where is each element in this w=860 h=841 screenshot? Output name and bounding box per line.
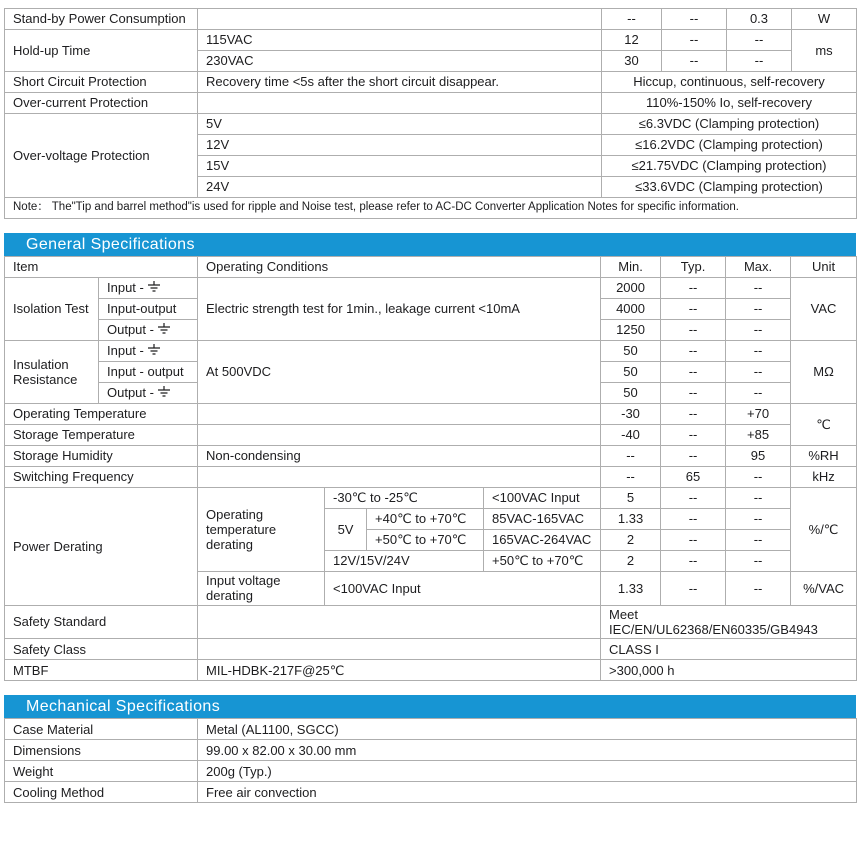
typ-cell: --	[661, 341, 726, 362]
typ-cell: --	[661, 488, 726, 509]
typ-cell: --	[661, 446, 726, 467]
table-row	[5, 278, 857, 299]
table-row	[5, 72, 857, 93]
table-row	[5, 761, 857, 782]
typ-cell: --	[661, 530, 726, 551]
min-cell: --	[601, 446, 661, 467]
row-label: Stand-by Power Consumption	[5, 9, 198, 30]
row-label: Weight	[5, 761, 198, 782]
table-row	[5, 404, 857, 425]
condition-cell: +50℃ to +70℃	[484, 551, 601, 572]
row-label: Over-voltage Protection	[5, 114, 198, 198]
col-header-max: Max.	[726, 257, 791, 278]
row-label: Dimensions	[5, 740, 198, 761]
typ-cell: --	[661, 404, 726, 425]
sub-label	[99, 383, 198, 404]
value-cell: Metal (AL1100, SGCC)	[198, 719, 857, 740]
value-cell: Hiccup, continuous, self-recovery	[602, 72, 857, 93]
note-cell: Note： The"Tip and barrel method"is used for ripple and Noise test, please refer to AC-DC Converter Application Notes for specific information.	[5, 198, 857, 219]
sub-label: Input - output	[99, 362, 198, 383]
min-cell: 2000	[601, 278, 661, 299]
typ-cell: --	[662, 30, 727, 51]
condition-cell	[198, 605, 601, 639]
condition-cell: 12V	[198, 135, 602, 156]
condition-cell: 15V	[198, 156, 602, 177]
section-header-mechanical	[4, 695, 856, 718]
sub-label: Input-output	[99, 299, 198, 320]
min-cell: 2	[601, 530, 661, 551]
condition-cell: <100VAC Input	[484, 488, 601, 509]
earth-ground-icon	[147, 281, 161, 293]
value-cell: ≤16.2VDC (Clamping protection)	[602, 135, 857, 156]
header-row	[5, 257, 857, 278]
section-title: General Specifications	[26, 235, 195, 253]
condition-cell: 12V/15V/24V	[325, 551, 484, 572]
table-row	[5, 782, 857, 803]
table-row	[5, 198, 857, 219]
sub-label-text: Input -	[107, 343, 144, 359]
sub-label-text: Input -	[107, 280, 144, 296]
row-label: Switching Frequency	[5, 467, 198, 488]
table-row	[5, 740, 857, 761]
row-label: Cooling Method	[5, 782, 198, 803]
electrical-spec-table	[4, 8, 857, 219]
unit-cell: %/℃	[791, 488, 857, 572]
table-row	[5, 488, 857, 509]
row-label: Hold-up Time	[5, 30, 198, 72]
max-cell: --	[726, 488, 791, 509]
voltage-cell: 5V	[325, 509, 367, 551]
row-label: Safety Standard	[5, 605, 198, 639]
value-cell: ≤6.3VDC (Clamping protection)	[602, 114, 857, 135]
unit-cell: MΩ	[791, 341, 857, 404]
value-cell: ≤21.75VDC (Clamping protection)	[602, 156, 857, 177]
col-header-typ: Typ.	[661, 257, 726, 278]
value-cell: Meet IEC/EN/UL62368/EN60335/GB4943	[601, 605, 857, 639]
min-cell: 12	[602, 30, 662, 51]
table-row	[5, 605, 857, 639]
condition-cell: Non-condensing	[198, 446, 601, 467]
condition-cell: -30℃ to -25℃	[325, 488, 484, 509]
max-cell: --	[726, 341, 791, 362]
table-row	[5, 114, 857, 135]
max-cell: --	[726, 509, 791, 530]
row-label: Power Derating	[5, 488, 198, 606]
min-cell: 50	[601, 341, 661, 362]
col-header-unit: Unit	[791, 257, 857, 278]
max-cell: 95	[726, 446, 791, 467]
value-cell: CLASS I	[601, 639, 857, 660]
value-cell: >300,000 h	[601, 660, 857, 681]
col-header-item: Item	[5, 257, 198, 278]
max-cell: --	[726, 320, 791, 341]
max-cell: --	[726, 551, 791, 572]
unit-cell: kHz	[791, 467, 857, 488]
max-cell: --	[726, 572, 791, 606]
max-cell: --	[726, 467, 791, 488]
sub-label	[99, 341, 198, 362]
condition-cell	[198, 425, 601, 446]
value-cell: Free air convection	[198, 782, 857, 803]
typ-cell: --	[661, 572, 726, 606]
max-cell: --	[727, 30, 792, 51]
condition-cell	[198, 9, 602, 30]
table-row	[5, 341, 857, 362]
sub-label: Input voltage derating	[198, 572, 325, 606]
earth-ground-icon	[157, 386, 171, 398]
sub-label: Operating temperature derating	[198, 488, 325, 572]
condition-cell: <100VAC Input	[325, 572, 601, 606]
min-cell: --	[601, 467, 661, 488]
row-label: Operating Temperature	[5, 404, 198, 425]
typ-cell: 65	[661, 467, 726, 488]
value-cell: ≤33.6VDC (Clamping protection)	[602, 177, 857, 198]
typ-cell: --	[661, 320, 726, 341]
min-cell: 5	[601, 488, 661, 509]
value-cell: 110%-150% Io, self-recovery	[602, 93, 857, 114]
table-row	[5, 425, 857, 446]
table-row	[5, 639, 857, 660]
mechanical-spec-table	[4, 718, 857, 803]
row-label: Isolation Test	[5, 278, 99, 341]
section-title: Mechanical Specifications	[26, 697, 221, 715]
max-cell: +70	[726, 404, 791, 425]
typ-cell: --	[661, 551, 726, 572]
table-row	[5, 660, 857, 681]
condition-cell	[198, 467, 601, 488]
condition-cell	[198, 93, 602, 114]
table-row	[5, 446, 857, 467]
unit-cell: W	[792, 9, 857, 30]
sub-label-text: Output -	[107, 322, 154, 338]
condition-cell	[198, 639, 601, 660]
sub-label-text: Output -	[107, 385, 154, 401]
max-cell: 0.3	[727, 9, 792, 30]
condition-cell: At 500VDC	[198, 341, 601, 404]
condition-cell: Electric strength test for 1min., leakage current <10mA	[198, 278, 601, 341]
condition-cell: 24V	[198, 177, 602, 198]
row-label: MTBF	[5, 660, 198, 681]
typ-cell: --	[661, 299, 726, 320]
condition-cell: 115VAC	[198, 30, 602, 51]
typ-cell: --	[661, 425, 726, 446]
condition-cell: 85VAC-165VAC	[484, 509, 601, 530]
table-row	[5, 719, 857, 740]
row-label: Insulation Resistance	[5, 341, 99, 404]
condition-cell: MIL-HDBK-217F@25℃	[198, 660, 601, 681]
condition-cell: +50℃ to +70℃	[367, 530, 484, 551]
table-row	[5, 467, 857, 488]
condition-cell: 230VAC	[198, 51, 602, 72]
typ-cell: --	[661, 362, 726, 383]
table-row	[5, 93, 857, 114]
unit-cell: %RH	[791, 446, 857, 467]
row-label: Over-current Protection	[5, 93, 198, 114]
row-label: Storage Temperature	[5, 425, 198, 446]
section-header-general	[4, 233, 856, 256]
typ-cell: --	[662, 51, 727, 72]
unit-cell: VAC	[791, 278, 857, 341]
min-cell: -40	[601, 425, 661, 446]
max-cell: --	[726, 362, 791, 383]
max-cell: --	[726, 278, 791, 299]
min-cell: 30	[602, 51, 662, 72]
col-header-min: Min.	[601, 257, 661, 278]
typ-cell: --	[661, 383, 726, 404]
min-cell: 50	[601, 383, 661, 404]
condition-cell: 5V	[198, 114, 602, 135]
max-cell: +85	[726, 425, 791, 446]
sub-label	[99, 278, 198, 299]
row-label: Short Circuit Protection	[5, 72, 198, 93]
condition-cell: 165VAC-264VAC	[484, 530, 601, 551]
typ-cell: --	[661, 278, 726, 299]
row-label: Case Material	[5, 719, 198, 740]
general-spec-table	[4, 256, 857, 681]
max-cell: --	[726, 530, 791, 551]
typ-cell: --	[661, 509, 726, 530]
min-cell: --	[602, 9, 662, 30]
earth-ground-icon	[147, 344, 161, 356]
min-cell: 1.33	[601, 509, 661, 530]
min-cell: 4000	[601, 299, 661, 320]
unit-cell: %/VAC	[791, 572, 857, 606]
table-row	[5, 30, 857, 51]
earth-ground-icon	[157, 323, 171, 335]
value-cell: 200g (Typ.)	[198, 761, 857, 782]
condition-cell	[198, 404, 601, 425]
min-cell: 1.33	[601, 572, 661, 606]
min-cell: 1250	[601, 320, 661, 341]
typ-cell: --	[662, 9, 727, 30]
max-cell: --	[726, 299, 791, 320]
min-cell: 2	[601, 551, 661, 572]
condition-cell: +40℃ to +70℃	[367, 509, 484, 530]
row-label: Safety Class	[5, 639, 198, 660]
unit-cell: ℃	[791, 404, 857, 446]
min-cell: -30	[601, 404, 661, 425]
table-row	[5, 9, 857, 30]
max-cell: --	[727, 51, 792, 72]
row-label: Storage Humidity	[5, 446, 198, 467]
col-header-conditions: Operating Conditions	[198, 257, 601, 278]
condition-cell: Recovery time <5s after the short circuit disappear.	[198, 72, 602, 93]
min-cell: 50	[601, 362, 661, 383]
value-cell: 99.00 x 82.00 x 30.00 mm	[198, 740, 857, 761]
max-cell: --	[726, 383, 791, 404]
unit-cell: ms	[792, 30, 857, 72]
sub-label	[99, 320, 198, 341]
